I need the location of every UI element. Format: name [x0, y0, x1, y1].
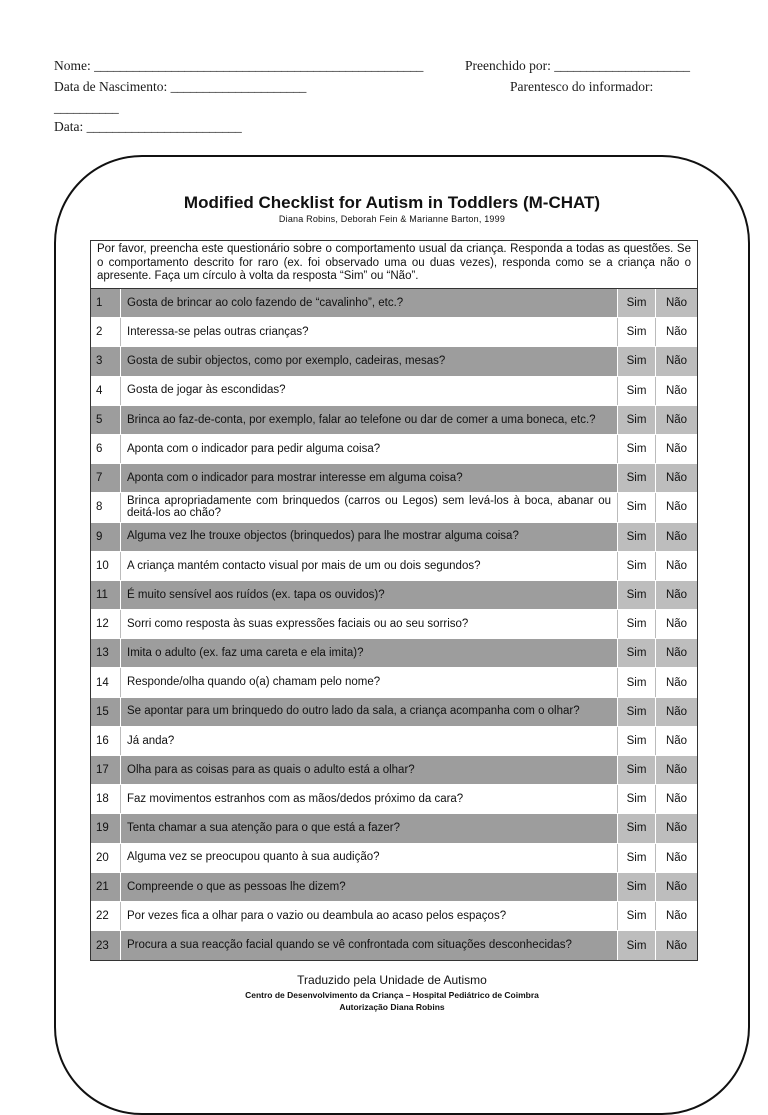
question-number: 9 — [91, 523, 121, 551]
name-blank[interactable]: ___________________________________________________ — [94, 58, 424, 73]
answer-no[interactable]: Não — [656, 406, 697, 434]
question-row — [91, 610, 697, 639]
answer-yes[interactable]: Sim — [618, 318, 656, 346]
question-number: 16 — [91, 727, 121, 755]
question-number: 15 — [91, 698, 121, 726]
question-row — [91, 289, 697, 318]
answer-no[interactable]: Não — [665, 559, 688, 572]
answer-yes[interactable]: Sim — [618, 785, 656, 813]
question-number: 12 — [91, 610, 121, 638]
informant-relation-blank[interactable]: __________ — [54, 100, 119, 115]
question-text: Tenta chamar a sua atenção para o que está a fazer? — [121, 814, 618, 842]
answer-yes[interactable]: Sim — [618, 727, 656, 755]
answer-yes[interactable]: Sim — [618, 377, 656, 405]
footer-authorization: Autorização Diana Robins — [339, 1002, 445, 1012]
question-text: Faz movimentos estranhos com as mãos/dedos próximo da cara? — [121, 785, 618, 813]
question-text: É muito sensível aos ruídos (ex. tapa os ouvidos)? — [121, 581, 618, 609]
page-title: Modified Checklist for Autism in Toddlers (M-CHAT) — [183, 193, 601, 212]
answer-yes[interactable]: Sim — [618, 814, 656, 842]
instructions: Por favor, preencha este questionário sobre o comportamento usual da criança. Responda a todas as questões. Se o comportamento descrito for raro (ex. foi observado uma ou duas vezes), responda como se a criança não o apresente. Faça um círculo à volta da resposta “Sim” ou “Não”. — [91, 241, 697, 289]
answer-no[interactable]: Não — [656, 289, 697, 317]
question-number: 10 — [91, 552, 121, 580]
answer-no[interactable]: Não — [665, 910, 688, 923]
question-number: 14 — [91, 668, 121, 696]
answer-yes[interactable]: Sim — [618, 347, 656, 375]
birth-date-label: Data de Nascimento: — [54, 79, 168, 94]
answer-no[interactable]: Não — [665, 618, 688, 631]
question-number: 22 — [91, 902, 121, 930]
answer-yes[interactable]: Sim — [618, 289, 656, 317]
question-text: Por vezes fica a olhar para o vazio ou deambula ao acaso pelos espaços? — [121, 902, 618, 930]
question-text: Alguma vez se preocupou quanto à sua audição? — [121, 844, 618, 872]
question-number: 13 — [91, 639, 121, 667]
question-text: Procura a sua reacção facial quando se vê confrontada com situações desconhecidas? — [121, 931, 618, 960]
answer-yes[interactable]: Sim — [618, 668, 656, 696]
question-row — [91, 377, 697, 406]
question-text: Aponta com o indicador para mostrar interesse em alguma coisa? — [121, 464, 618, 492]
answer-no[interactable]: Não — [665, 851, 688, 864]
question-text: Interessa-se pelas outras crianças? — [121, 318, 618, 346]
answer-yes[interactable]: Sim — [618, 464, 656, 492]
answer-no[interactable]: Não — [656, 756, 697, 784]
answer-no[interactable]: Não — [665, 501, 688, 514]
question-number: 6 — [91, 435, 121, 463]
question-row — [91, 435, 697, 464]
question-text: Sorri como resposta às suas expressões faciais ou ao seu sorriso? — [121, 610, 618, 638]
answer-no[interactable]: Não — [665, 793, 688, 806]
answer-no[interactable]: Não — [656, 931, 697, 960]
filled-by-label: Preenchido por: — [465, 58, 551, 73]
question-row — [91, 698, 697, 727]
answer-no[interactable]: Não — [656, 873, 697, 901]
question-text: Já anda? — [121, 727, 618, 755]
question-row — [91, 639, 697, 668]
question-row — [91, 902, 697, 931]
filled-by-field[interactable] — [465, 58, 690, 74]
birth-date-field[interactable] — [54, 79, 306, 95]
informant-relation-label: Parentesco do informador: — [510, 79, 654, 94]
question-row — [91, 931, 697, 960]
answer-yes[interactable]: Sim — [618, 756, 656, 784]
question-row — [91, 785, 697, 814]
answer-no[interactable]: Não — [665, 384, 688, 397]
question-row — [91, 668, 697, 697]
question-number: 8 — [91, 493, 121, 521]
answer-no[interactable]: Não — [656, 814, 697, 842]
answer-no[interactable]: Não — [656, 464, 697, 492]
answer-no[interactable]: Não — [665, 734, 688, 747]
question-row — [91, 523, 697, 552]
question-number: 20 — [91, 844, 121, 872]
question-text: Gosta de brincar ao colo fazendo de “cavalinho”, etc.? — [121, 289, 618, 317]
question-row — [91, 873, 697, 902]
question-number: 19 — [91, 814, 121, 842]
name-label: Nome: — [54, 58, 91, 73]
question-row — [91, 493, 697, 522]
question-number: 1 — [91, 289, 121, 317]
question-number: 5 — [91, 406, 121, 434]
question-number: 3 — [91, 347, 121, 375]
answer-yes[interactable]: Sim — [618, 873, 656, 901]
question-text: Gosta de jogar às escondidas? — [121, 377, 618, 405]
answer-no[interactable]: Não — [656, 581, 697, 609]
answer-yes[interactable]: Sim — [618, 581, 656, 609]
question-row — [91, 318, 697, 347]
question-text: Brinca apropriadamente com brinquedos (carros ou Legos) sem levá-los à boca, abanar ou deitá-los ao chão? — [121, 493, 618, 521]
checklist-table — [90, 240, 698, 961]
question-number: 7 — [91, 464, 121, 492]
question-text: Brinca ao faz-de-conta, por exemplo, falar ao telefone ou dar de comer a uma boneca, etc.? — [121, 406, 618, 434]
date-label: Data: — [54, 119, 84, 134]
question-number: 21 — [91, 873, 121, 901]
question-row — [91, 464, 697, 493]
question-number: 18 — [91, 785, 121, 813]
answer-yes[interactable]: Sim — [618, 902, 656, 930]
birth-date-blank[interactable]: _____________________ — [170, 79, 307, 94]
question-text: Alguma vez lhe trouxe objectos (brinquedos) para lhe mostrar alguma coisa? — [121, 523, 618, 551]
question-number: 23 — [91, 931, 121, 960]
question-text: A criança mantém contacto visual por mais de um ou dois segundos? — [121, 552, 618, 580]
footer-institution: Centro de Desenvolvimento da Criança – Hospital Pediátrico de Coimbra — [245, 990, 539, 1000]
answer-yes[interactable]: Sim — [618, 552, 656, 580]
date-blank[interactable]: ________________________ — [86, 119, 242, 134]
question-row — [91, 406, 697, 435]
question-number: 2 — [91, 318, 121, 346]
name-field[interactable] — [54, 58, 423, 74]
question-text: Olha para as coisas para as quais o adulto está a olhar? — [121, 756, 618, 784]
question-row — [91, 756, 697, 785]
answer-no[interactable]: Não — [656, 639, 697, 667]
answer-yes[interactable]: Sim — [618, 435, 656, 463]
answer-no[interactable]: Não — [656, 347, 697, 375]
question-text: Imita o adulto (ex. faz uma careta e ela imita)? — [121, 639, 618, 667]
answer-yes[interactable]: Sim — [618, 406, 656, 434]
answer-no[interactable]: Não — [656, 523, 697, 551]
answer-yes[interactable]: Sim — [618, 493, 656, 521]
answer-yes[interactable]: Sim — [618, 698, 656, 726]
footer-translation: Traduzido pela Unidade de Autismo — [297, 973, 487, 987]
question-text: Aponta com o indicador para pedir alguma coisa? — [121, 435, 618, 463]
question-row — [91, 727, 697, 756]
question-row — [91, 814, 697, 843]
question-row — [91, 844, 697, 873]
question-row — [91, 581, 697, 610]
question-rows — [91, 289, 697, 960]
question-text: Gosta de subir objectos, como por exemplo, cadeiras, mesas? — [121, 347, 618, 375]
answer-yes[interactable]: Sim — [618, 639, 656, 667]
filled-by-blank[interactable]: _____________________ — [554, 58, 690, 73]
answer-no[interactable]: Não — [665, 443, 688, 456]
question-number: 17 — [91, 756, 121, 784]
date-field[interactable] — [54, 119, 241, 135]
question-number: 4 — [91, 377, 121, 405]
question-text: Se apontar para um brinquedo do outro lado da sala, a criança acompanha com o olhar? — [121, 698, 618, 726]
answer-yes[interactable]: Sim — [618, 610, 656, 638]
answer-yes[interactable]: Sim — [618, 844, 656, 872]
answer-no[interactable]: Não — [656, 698, 697, 726]
question-row — [91, 552, 697, 581]
answer-yes[interactable]: Sim — [618, 523, 656, 551]
authors-line: Diana Robins, Deborah Fein & Marianne Barton, 1999 — [278, 214, 506, 224]
question-number: 11 — [91, 581, 121, 609]
answer-yes[interactable]: Sim — [618, 931, 656, 960]
answer-no[interactable]: Não — [665, 326, 688, 339]
answer-no[interactable]: Não — [665, 676, 688, 689]
question-row — [91, 347, 697, 376]
question-text: Compreende o que as pessoas lhe dizem? — [121, 873, 618, 901]
question-text: Responde/olha quando o(a) chamam pelo nome? — [121, 668, 618, 696]
